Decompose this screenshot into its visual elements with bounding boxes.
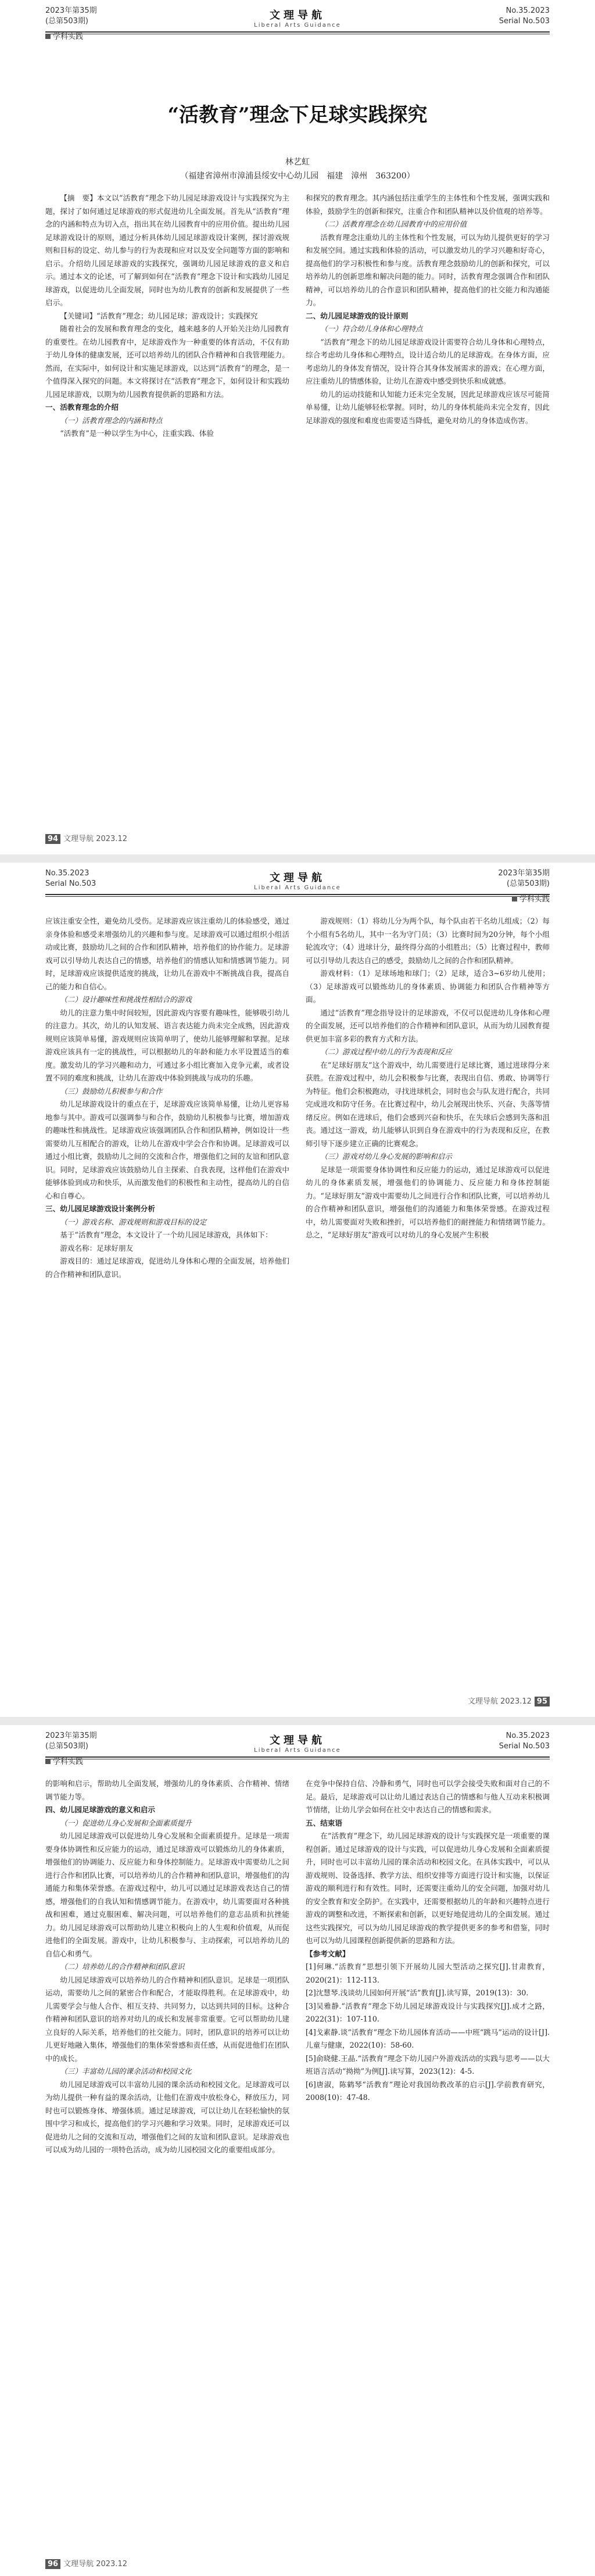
paragraph: 幼儿园足球游戏可以促进幼儿身心发展和全面素质提升。足球是一项需要身体协调性和反应能力的运动，通过足球游戏可以锻炼幼儿的身体素质，增强他们的协调能力、反应能力和身体控制能力。足球游戏中需要幼儿之间进行合作和团队比赛，可以培养幼儿的合作精神和团队意识，增强他们的沟通能力和集体荣誉感。在游戏过程中，幼儿可以通过足球游戏表达自己的情感，增强他们的自我认知和情感调节能力。在游戏中，幼儿需要面对各种挑战和困难，通过克服困难、解决问题，可以培养他们的意志品质和抗挫能力。幼儿园足球游戏可以帮助幼儿建立积极向上的人生观和价值观，从而促进他们的全面发展。游戏中，让幼儿积极参与、主动探索，可以培养幼儿的自信心和勇气。 bbox=[45, 1831, 289, 1958]
issue-info-right bbox=[499, 1731, 550, 1752]
page-2 bbox=[0, 863, 595, 1717]
paragraph: 在竞争中保持自信、冷静和勇气，同时也可以学会接受失败和面对自己的不足。最后，足球游戏可以让幼儿通过表达自己的情感和与他人互动来积极调节情绪，让幼儿学会如何在社交中表达自己的情感和需求。 bbox=[306, 1779, 550, 1814]
footer-text: 文理导航 2023.12 bbox=[63, 2560, 127, 2568]
page-3 bbox=[0, 1725, 595, 2576]
page-header bbox=[0, 868, 595, 909]
paragraph: 活教育理念注重幼儿的主体性和个性发展，可以为幼儿提供更好的学习和发展空间。通过实践和体验的活动，可以激发幼儿的学习兴趣和好奇心，提高他们的学习积极性和参与度。活教育理念鼓励幼儿的创新和探究，可以培养幼儿的创新思维和解决问题的能力。同时，活教育理念强调合作和团队精神，可以培养幼儿的合作意识和团队精神，提高他们的社交能力和沟通能力。 bbox=[306, 232, 550, 307]
section-tag bbox=[512, 893, 550, 904]
references-heading: 【参考文献】 bbox=[306, 1949, 350, 1958]
paragraph: 通过“活教育”理念指导设计的足球游戏，不仅可以促进幼儿身体和心理的全面发展，还可以培养他们的合作精神和团队意识，从而为幼儿园教育提供更加丰富多彩的教育方式和方法。 bbox=[306, 1008, 550, 1043]
section-label: 学科实践 bbox=[53, 33, 84, 41]
page-gap bbox=[0, 854, 595, 863]
issue-info-right bbox=[498, 868, 550, 889]
paragraph: 幼儿的注意力集中时间较短，因此游戏内容要有趣味性，能够吸引幼儿的注意力。其次，幼儿的认知发展、语言表达能力尚未完全成熟，因此游戏规则应该简单易懂，游戏规则应该简单明了，使幼儿能够理解和掌握。足球游戏应该具有一定的挑战性，可以根据幼儿的年龄和能力水平设置适当的难度。激发幼儿的学习兴趣和动力，可通过多小组比赛加入竞争元素，或者设置不同的难度和挑战，让幼儿在游戏中体验到挑战与成功的乐趣。 bbox=[45, 1008, 289, 1082]
reference-item: [4]戈素静.谈“活教育”理念下幼儿园体育活动——中班“跳马”运动的设计[J].儿童与健康，2022(10)：58-60. bbox=[306, 2027, 550, 2049]
subsection-heading: （二）活教育理念在幼儿园教育中的应用价值 bbox=[320, 220, 467, 228]
reference-item: [6]唐淑，陈鹤琴“活教育”理论对我国幼教改革的启示[J].学前教育研究，2008(10)：47-48. bbox=[306, 2080, 550, 2102]
paragraph: “活教育”理念下的幼儿园足球游戏设计需要符合幼儿身体和心理特点，综合考虑幼儿身体和心理特点，设计适合幼儿的足球游戏。在身体方面，应考虑幼儿的身体发育情况，设计符合其身体发展需求的游戏；在心理方面，应注重幼儿的情感体验，让幼儿在游戏中感受到快乐和成就感。 bbox=[306, 337, 550, 385]
paragraph: 和探究的教育理念。其内涵包括注重学生的主体性和个性发展，强调实践和体验，鼓励学生的创新和探究，注重合作和团队精神以及价值观的培养等。 bbox=[306, 194, 550, 216]
section-square-icon bbox=[512, 896, 517, 901]
paragraph: 足球是一项需要身体协调性和反应能力的运动，通过足球游戏可以促进幼儿的身体素质发展，增强他们的协调能力、反应能力和身体控制能力。“足球好朋友”游戏中需要幼儿之间进行合作和团队比赛，可以培养幼儿的合作精神和团队意识，增强他们的沟通能力和集体荣誉感。在游戏过程中，幼儿需要面对失败和挫折，可以培养他们的耐挫能力和情绪调节能力。总之，“足球好朋友”游戏可以对幼儿的身心发展产生积极 bbox=[306, 1165, 550, 1239]
paragraph: 幼儿园足球游戏可以丰富幼儿园的课余活动和校园文化。足球游戏可以为幼儿提供一种有益的课余活动，让他们在游戏中放松身心，释放压力，同时也可以锻炼身体、增强体质。通过足球游戏，可以让幼儿在轻松愉快的氛围中学习和成长，提高他们的学习兴趣和学习效果。同时，足球游戏还可以促进幼儿之间的交流和互动，增强他们之间的友谊和团队意识。足球游戏也可以成为幼儿园的一项特色活动，成为幼儿园校园文化的重要组成部分。 bbox=[45, 2080, 289, 2154]
page-footer bbox=[468, 1695, 550, 1706]
paragraph: 随着社会的发展和教育理念的变化，越来越多的人开始关注幼儿园教育的重要性。在幼儿园教育中，足球游戏作为一种重要的体育活动，不仅有助于幼儿身体的健康发展，还可以培养幼儿的团队合作精神和自我管理能力。然而，在实际中，如何设计和实施足球游戏，以达到“活教育”的理念，是一个值得深入探究的问题。本文将探讨在“活教育”理念下，如何设计和实践幼儿园足球游戏，以期为幼儿园教育提供新的思路和方法。 bbox=[45, 324, 289, 399]
page-number: 95 bbox=[535, 1697, 550, 1706]
page-number: 94 bbox=[45, 834, 60, 844]
left-column bbox=[45, 1777, 289, 2157]
author-affiliation: （福建省漳州市漳浦县绥安中心幼儿园 福建 漳州 363200） bbox=[180, 171, 415, 181]
section-heading: 三、幼儿园足球游戏设计案例分析 bbox=[45, 1204, 155, 1213]
subsection-heading: （一）游戏名称、游戏规则和游戏目标的设定 bbox=[60, 1217, 207, 1226]
subsection-heading: （二）培养幼儿的合作精神和团队意识 bbox=[60, 1962, 185, 1971]
serial-number-en: Serial No.503 bbox=[499, 17, 550, 26]
paragraph: 游戏名称：足球好朋友 bbox=[60, 1243, 134, 1253]
serial-number-en: Serial No.503 bbox=[499, 1742, 550, 1751]
right-column bbox=[306, 1777, 550, 2105]
author-name: 林艺虹 bbox=[285, 158, 310, 167]
section-square-icon bbox=[45, 34, 51, 39]
issue-number: 2023年第35期 bbox=[498, 869, 550, 878]
header-rule bbox=[45, 894, 550, 895]
journal-masthead-sub: Liberal Arts Guidance bbox=[254, 885, 341, 891]
left-column bbox=[45, 915, 289, 1281]
section-heading: 四、幼儿园足球游戏的意义和启示 bbox=[45, 1805, 155, 1814]
issue-number: 2023年第35期 bbox=[45, 6, 97, 15]
serial-number: (总第503期) bbox=[45, 17, 88, 26]
paragraph: 幼儿足球游戏设计的重点在于，足球游戏应该简单易懂，让幼儿更容易地参与其中。游戏可以强调参与和合作，鼓励幼儿积极参与比赛，增加游戏的趣味性和挑战性。足球游戏应该强调团队合作和团队精神，例如设计一些需要幼儿互相配合的游戏，让幼儿在游戏中学会合作和协调。足球游戏可以通过小组比赛，鼓励幼儿之间的交流和合作，增强他们之间的友谊和团队意识。同时，足球游戏应该鼓励幼儿自主探索、自我表现，这样他们在游戏中能够体验到成功和快乐，从而激发他们的积极性和主动性，提高幼儿的自信心和自尊心。 bbox=[45, 1100, 289, 1200]
paragraph: 幼儿园足球游戏可以培养幼儿的合作精神和团队意识。足球是一项团队运动，需要幼儿之间的紧密合作和配合，才能取得胜利。在足球游戏中，幼儿需要学会与他人合作、相互支持、共同努力，以达到共同的目标。这种合作精神和团队意识的培养对幼儿的成长和发展非常重要。它可以帮助幼儿建立良好的人际关系，培养他们的社交能力。同时，团队意识的培养可以让幼儿更好地融入集体，增强他们的集体荣誉感和责任感，从而促进他们在团队中的成长。 bbox=[45, 1975, 289, 2063]
serial-number: (总第503期) bbox=[507, 879, 550, 888]
issue-number-en: No.35.2023 bbox=[506, 6, 550, 15]
issue-number-en: No.35.2023 bbox=[45, 869, 89, 878]
right-column bbox=[306, 915, 550, 1242]
subsection-heading: （二）游戏过程中幼儿的行为表现和反应 bbox=[320, 1047, 452, 1056]
footer-text: 文理导航 2023.12 bbox=[63, 835, 127, 843]
subsection-heading: （一）符合幼儿身体和心理特点 bbox=[320, 324, 423, 333]
header-rule bbox=[45, 31, 550, 33]
reference-item: [3]吴雅静.“活教育”理念下幼儿园足球游戏设计与实践探究[J].成才之路，2022(31)：107-110. bbox=[306, 2001, 550, 2023]
subsection-heading: （一）促进幼儿身心发展和全面素质提升 bbox=[60, 1818, 192, 1827]
page-footer bbox=[45, 2557, 127, 2569]
section-label: 学科实践 bbox=[519, 895, 550, 904]
paragraph: 应该注重安全性，避免幼儿受伤。足球游戏应该注重幼儿的体验感受，通过亲身体验和感受来增强幼儿的兴趣和参与度。足球游戏可以通过组织小组活动或比赛，鼓励幼儿之间的合作和团队精神，培养他们的协作能力。足球游戏可以引导幼儿表达自己的情感，培养他们的情感认知和情感调节能力。同时，足球游戏应该提供适度的挑战，让幼儿在游戏中不断挑战自我，提高自己的能力和自信心。 bbox=[45, 917, 289, 991]
paragraph: 游戏材料：（1）足球场地和球门；（2）足球，适合3~6岁幼儿使用；（3）足球游戏可以锻炼幼儿的身体素质、协调能力和团队合作精神等方面。 bbox=[306, 969, 550, 1004]
section-tag bbox=[45, 30, 83, 41]
left-column bbox=[45, 192, 289, 441]
header-rule bbox=[45, 1756, 550, 1758]
section-tag bbox=[45, 1755, 83, 1766]
page-gap bbox=[0, 1717, 595, 1725]
footer-text: 文理导航 2023.12 bbox=[468, 1697, 532, 1706]
page-footer bbox=[45, 832, 127, 844]
paragraph: 游戏目的：通过足球游戏，促进幼儿身体和心理的全面发展，培养他们的合作精神和团队意识。 bbox=[45, 1257, 289, 1279]
subsection-heading: （二）设计趣味性和挑战性相结合的游戏 bbox=[60, 995, 192, 1004]
paragraph: 在“活教育”理念下，幼儿园足球游戏的设计与实践探究是一项重要的课程创新。通过足球游戏的设计与实践，可以促进幼儿身心发展和全面素质提升，同时也可以丰富幼儿园的课余活动和校园文化。在具体实践中，可以从游戏规则、设备选择、教学方法、组织安排等方面进行设计和实施，以保证游戏的顺利进行和有效性。同时，还需要注重幼儿的安全问题，加强对幼儿的安全教育和安全防护。在实践中，还需要根据幼儿的年龄和兴趣特点进行游戏的调整和改进，不断探索和创新，以更好地促进幼儿的全面发展。通过这些实践探究，可以为幼儿园足球游戏的教学提供更多的参考和借鉴，同时也可以为幼儿园课程创新提供新的思路和方法。 bbox=[306, 1831, 550, 1945]
page-header bbox=[0, 6, 595, 46]
reference-item: [2]沈慧琴.浅谈幼儿园如何开展“活”教育[J].读写算，2019(13)：30. bbox=[306, 1988, 529, 1997]
section-heading: 五、结束语 bbox=[306, 1818, 342, 1827]
page-header bbox=[0, 1731, 595, 1772]
serial-number: (总第503期) bbox=[45, 1742, 88, 1751]
section-heading: 一、活教育理念的介绍 bbox=[45, 403, 119, 412]
subsection-heading: （三）鼓励幼儿积极参与和合作 bbox=[60, 1086, 163, 1096]
right-column bbox=[306, 192, 550, 427]
paragraph: 基于“活教育”理念，本文设计了一个幼儿园足球游戏，具体如下： bbox=[60, 1230, 273, 1239]
paragraph: 幼儿的运动技能和认知能力还未完全发展，因此足球游戏应该尽可能简单易懂，让幼儿能够轻松掌握。同时，幼儿的身体机能尚未完全发育，因此足球游戏的强度和难度也需要适当降低，避免对幼儿的身体造成伤害。 bbox=[306, 389, 550, 425]
journal-masthead: 文理导航 bbox=[270, 1734, 325, 1747]
article-title: “活教育”理念下足球实践探究 bbox=[167, 103, 428, 127]
section-square-icon bbox=[45, 1759, 51, 1764]
subsection-heading: （三）游戏对幼儿身心发展的影响和启示 bbox=[320, 1152, 452, 1161]
section-label: 学科实践 bbox=[53, 1758, 84, 1766]
subsection-heading: （三）丰富幼儿园的课余活动和校园文化 bbox=[60, 2067, 192, 2076]
reference-item: [5]俞晓健.王晶.“活教育”理念下幼儿园户外游戏活动的实践与思考——以大班语言活动“拗拗”为例[J].读写算，2023(12)：4-5. bbox=[306, 2053, 550, 2076]
issue-number: 2023年第35期 bbox=[45, 1731, 97, 1740]
keywords: 【关键词】“活教育”理念；幼儿园足球；游戏设计；实践探究 bbox=[60, 311, 258, 320]
issue-info-right bbox=[499, 6, 550, 27]
journal-masthead-sub: Liberal Arts Guidance bbox=[254, 1747, 341, 1754]
paragraph: 的影响和启示，帮助幼儿全面发展，增强幼儿的身体素质、合作精神、情绪调节能力等。 bbox=[45, 1779, 289, 1801]
header-rule-thin bbox=[45, 896, 550, 897]
journal-masthead: 文理导航 bbox=[270, 872, 325, 884]
paragraph: 在“足球好朋友”这个游戏中，幼儿需要进行足球比赛，通过进球得分来获胜。在游戏过程中，幼儿会积极参与比赛，表现出自信、勇敢、协调等行为特征。他们会积极跑动，寻找进球机会，同时也会与队友进行配合，共同完成进攻和防守任务。在比赛过程中，幼儿会展现出快乐、兴奋、失落等情绪反应。例如在进球后，他们会感到兴奋和快乐，在失球后会感到失落和沮丧。通过这一游戏，幼儿能够认识到自身在游戏中的行为表现和反应，在教师引导下逐步建立正确的比赛观念。 bbox=[306, 1060, 550, 1148]
reference-item: [1]何琳.“活教育”思想引领下开展幼儿园大型活动之探究[J].甘肃教育，2020(21)：112-113. bbox=[306, 1962, 550, 1984]
page-number: 96 bbox=[45, 2559, 60, 2569]
journal-masthead-sub: Liberal Arts Guidance bbox=[254, 22, 341, 28]
serial-number-en: Serial No.503 bbox=[45, 879, 96, 888]
section-heading: 二、幼儿园足球游戏的设计原则 bbox=[306, 311, 408, 320]
page-1 bbox=[0, 0, 595, 854]
paragraph: 游戏规则：（1）将幼儿分为两个队，每个队由若干名幼儿组成；（2）每个小组有5名幼儿，其中一名为守门员；（3）比赛时间为20分钟，每个小组轮流攻守；（4）进球计分，最终得分高的小组胜出；（5）比赛过程中，教师可以引导幼儿表达自己的感受，鼓励幼儿之间的合作和团队精神。 bbox=[306, 917, 550, 965]
paragraph: “活教育”是一种以学生为中心，注重实践、体验 bbox=[60, 429, 214, 438]
abstract: 【摘 要】本文以“活教育”理念下幼儿园足球游戏设计与实践探究为主题，探讨了如何通过足球游戏的形式促进幼儿全面发展。首先从“活教育”理念的内涵和特点为切入点，指出其在幼儿园教育中的应用价值。提出幼儿园足球游戏设计的原则，通过分析具体幼儿园足球游戏设计案例，探讨游戏规则和目标的设定、幼儿参与的行为表现和应对以及安全问题等方面的影响和启示。介绍幼儿园足球游戏的实践探究，强调幼儿园足球游戏的意义和启示。通过本文的论述，可了解到如何在“活教育”理念下设计和实践幼儿园足球游戏，以促进幼儿全面发展，同时也为幼儿教育的创新和发展提供了一些启示。 bbox=[45, 194, 289, 307]
issue-number-en: No.35.2023 bbox=[506, 1731, 550, 1740]
journal-masthead: 文理导航 bbox=[270, 9, 325, 22]
subsection-heading: （一）活教育理念的内涵和特点 bbox=[60, 416, 163, 425]
